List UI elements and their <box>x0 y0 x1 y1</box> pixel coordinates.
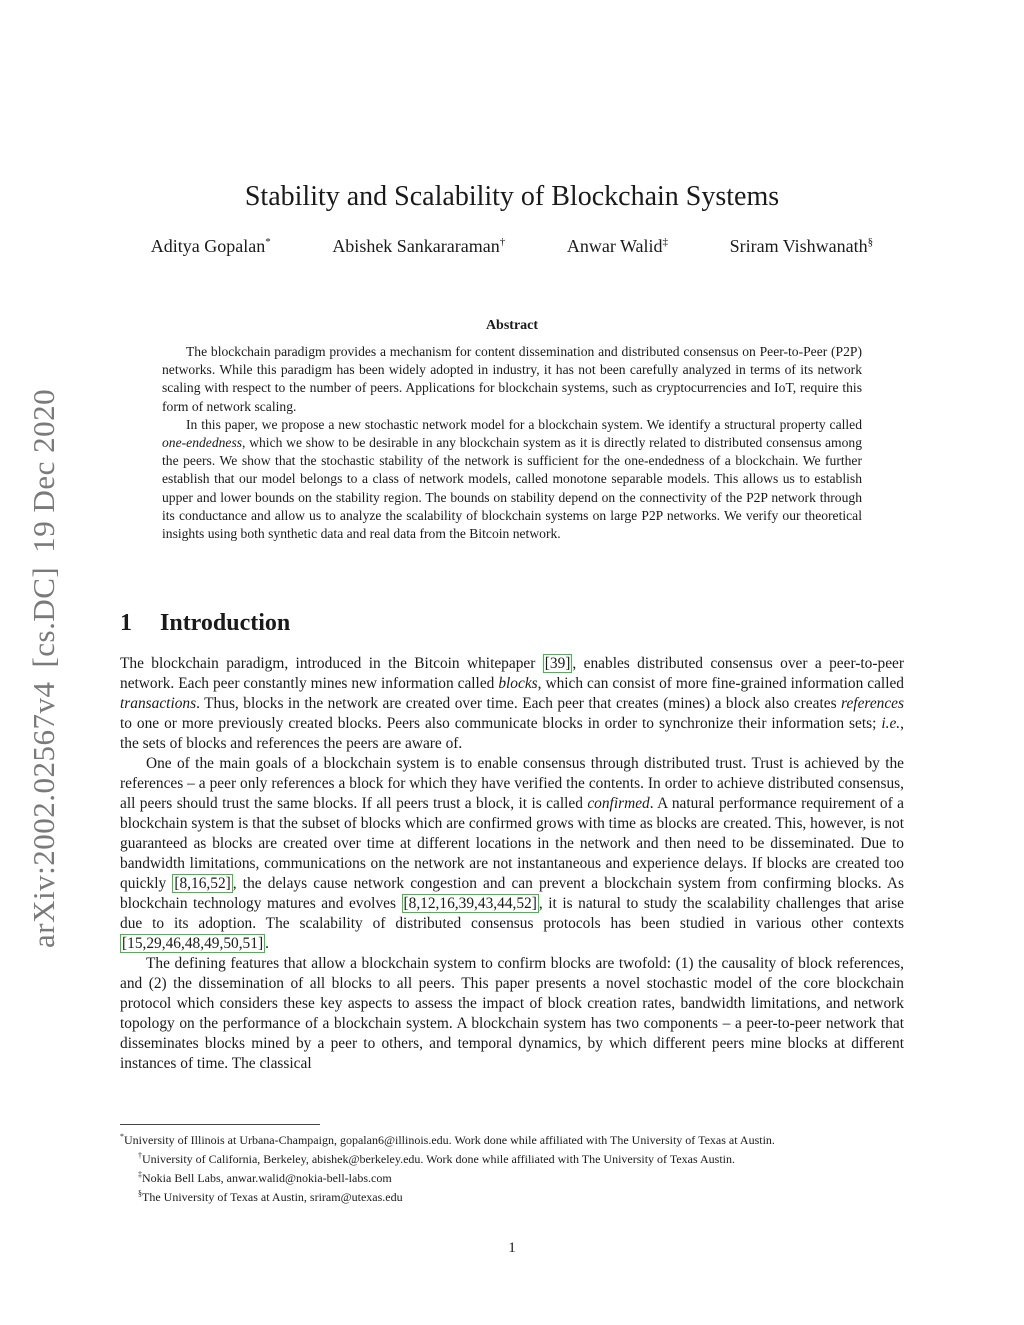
footnote-rule <box>120 1124 320 1125</box>
abstract-heading: Abstract <box>485 318 539 333</box>
abstract-paragraph: The blockchain paradigm provides a mechanism for content dissemination and distributed consensus on Peer-to-Peer (P2P) networks. While this paradigm has been widely adopted in industry, it has not been carefully analyzed in terms of its network scaling with respect to the number of peers. Applications for blockchain systems, such as cryptocurrencies and IoT, require this form of network scaling. <box>162 344 862 414</box>
author: Abishek Sankararaman† <box>332 236 506 256</box>
footnote: §The University of Texas at Austin, sriram@utexas.edu <box>138 1189 403 1204</box>
author-list <box>120 236 904 257</box>
arxiv-stamp <box>26 375 62 948</box>
author: Anwar Walid‡ <box>566 236 669 256</box>
body-paragraph: The defining features that allow a blockchain system to confirm blocks are twofold: (1) the causality of block references, and (2) the dissemination of all blocks to all peers. This paper presents a novel stochastic model of the core blockchain protocol which considers these key aspects to assess the impact of block creation rates, bandwidth limitations, and network topology on the performance of a blockchain system. A blockchain system has two components – a peer-to-peer network that disseminates blocks mined by a peer to others, and temporal dynamics, by which different peers mine blocks at different instances of time. The classical <box>120 955 904 1072</box>
arxiv-id: arXiv:2002.02567v4 <box>26 681 61 948</box>
footnote: †University of California, Berkeley, abishek@berkeley.edu. Work done while affiliated with The University of Texas Austin. <box>138 1151 735 1166</box>
arxiv-category: [cs.DC] <box>26 566 61 668</box>
author: Aditya Gopalan* <box>150 236 271 256</box>
abstract <box>162 343 862 543</box>
citation-link[interactable]: [8,12,16,39,43,44,52] <box>403 895 537 912</box>
section-title: Introduction <box>160 610 291 636</box>
section-heading <box>120 610 290 637</box>
body-paragraph: One of the main goals of a blockchain system is to enable consensus through distributed trust. Trust is achieved by the references – a peer only references a block for which they have verified the contents. In order to achieve distributed consensus, all peers should trust the same blocks. If all peers trust a block, it is called confirmed. A natural performance requirement of a blockchain system is that the subset of blocks which are confirmed grows with time as blocks are created. This, however, is not guaranteed as blocks are created over time at different locations in the network and then need to be disseminated. Due to bandwidth limitations, communications on the network are not instantaneous and experience delays. If blocks are created too quickly [8,16,52] , the delays cause network congestion and can prevent a blockchain system from confirming blocks. As blockchain technology matures and evolves [8,12,16,39,43,44,52] , it is natural to study the scalability challenges that arise due to its adoption. The scalability of distributed consensus protocols has been studied in various other contexts [15,29,46,48,49,50,51] . <box>120 755 905 952</box>
footnote: ‡Nokia Bell Labs, anwar.walid@nokia-bell-labs.com <box>138 1170 392 1185</box>
author: Sriram Vishwanath§ <box>729 236 874 256</box>
body-paragraph: The blockchain paradigm, introduced in the Bitcoin whitepaper [39] , enables distributed consensus over a peer-to-peer network. Each peer constantly mines new information called blocks, which can consist of more fine-grained information called transactions. Thus, blocks in the network are created over time. Each peer that creates (mines) a block also creates references to one or more previously created blocks. Peers also communicate blocks in order to synchronize their information sets; i.e., the sets of blocks and references the peers are aware of. <box>120 655 905 752</box>
arxiv-date: 19 Dec 2020 <box>26 388 61 553</box>
page-number: 1 <box>508 1240 516 1256</box>
footnote: *University of Illinois at Urbana-Champaign, gopalan6@illinois.edu. Work done while affiliated with The University of Texas at Austin. <box>120 1132 775 1147</box>
body-text <box>120 654 904 1074</box>
citation-link[interactable]: [8,16,52] <box>174 875 231 892</box>
section-number: 1 <box>120 610 132 636</box>
citation-link[interactable]: [39] <box>544 655 571 672</box>
paper-title: Stability and Scalability of Blockchain Systems <box>244 181 780 212</box>
footnotes <box>120 1124 904 1205</box>
abstract-paragraph: In this paper, we propose a new stochastic network model for a blockchain system. We identify a structural property called one-endedness, which we show to be desirable in any blockchain system as it is directly related to distributed consensus among the peers. We show that the stochastic stability of the network is sufficient for the one-endedness of a blockchain. We further establish that our model belongs to a class of network models, called monotone separable models. This allows us to establish upper and lower bounds on the stability region. The bounds on stability depend on the connectivity of the P2P network through its conductance and allow us to analyze the scalability of blockchain systems on large P2P networks. We verify our theoretical insights using both synthetic data and real data from the Bitcoin network. <box>162 416 862 542</box>
citation-link[interactable]: [15,29,46,48,49,50,51] <box>122 935 264 952</box>
